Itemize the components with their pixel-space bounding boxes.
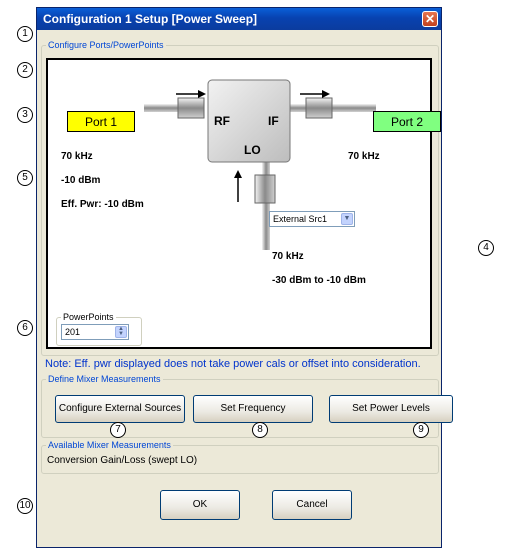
powerpoints-stepper[interactable] [61, 324, 129, 340]
callout-6: 6 [17, 320, 33, 336]
callout-10: 10 [17, 498, 33, 514]
rf-eff-power: Eff. Pwr: -10 dBm [61, 199, 144, 210]
powerpoints-legend: PowerPoints [63, 312, 114, 322]
title-bar[interactable] [37, 8, 441, 30]
lo-power-range: -30 dBm to -10 dBm [272, 275, 366, 286]
rf-frequency: 70 kHz [61, 151, 93, 162]
cancel-button[interactable]: Cancel [272, 490, 352, 520]
callout-1: 1 [17, 26, 33, 42]
dialog-window [36, 7, 442, 548]
if-cable [290, 104, 376, 112]
mixer-lo-label: LO [244, 143, 261, 157]
define-mixer-legend: Define Mixer Measurements [48, 374, 161, 384]
callout-4: 4 [478, 240, 494, 256]
rf-arrow-icon [198, 90, 206, 98]
lo-source-value: External Src1 [273, 214, 328, 224]
set-frequency-button[interactable]: Set Frequency [193, 395, 313, 423]
lo-frequency: 70 kHz [272, 251, 304, 262]
rf-power: -10 dBm [61, 175, 101, 186]
note-text: Note: Eff. pwr displayed does not take power cals or offset into consideration. [45, 358, 421, 370]
window-title: Configuration 1 Setup [Power Sweep] [43, 12, 258, 26]
callout-9: 9 [413, 422, 429, 438]
configure-external-sources-button[interactable]: Configure External Sources [55, 395, 185, 423]
powerpoints-value: 201 [65, 327, 81, 337]
callout-2: 2 [17, 62, 33, 78]
mixer-diagram [46, 58, 432, 349]
lo-source-select[interactable] [269, 211, 355, 227]
callout-8: 8 [252, 422, 268, 438]
if-connector [306, 98, 332, 118]
spin-arrows-icon[interactable]: ▲ ▼ [115, 326, 127, 338]
callout-3: 3 [17, 107, 33, 123]
ok-button[interactable]: OK [160, 490, 240, 520]
available-mixer-legend: Available Mixer Measurements [48, 440, 171, 450]
if-arrow-icon [322, 90, 330, 98]
callout-7: 7 [110, 422, 126, 438]
chevron-down-icon[interactable]: ▼ [341, 213, 353, 225]
lo-arrow-icon [234, 170, 242, 178]
available-measurement-value: Conversion Gain/Loss (swept LO) [47, 455, 198, 466]
if-frequency: 70 kHz [348, 151, 380, 162]
close-button[interactable]: ✕ [422, 11, 438, 27]
configure-ports-legend: Configure Ports/PowerPoints [48, 40, 164, 50]
port-2-box: Port 2 [373, 111, 441, 132]
mixer-if-label: IF [268, 114, 279, 128]
lo-connector [255, 175, 275, 203]
mixer-rf-label: RF [214, 114, 230, 128]
rf-connector [178, 98, 204, 118]
port-1-box: Port 1 [67, 111, 135, 132]
set-power-levels-button[interactable]: Set Power Levels [329, 395, 453, 423]
lo-cable [262, 160, 270, 250]
callout-5: 5 [17, 170, 33, 186]
